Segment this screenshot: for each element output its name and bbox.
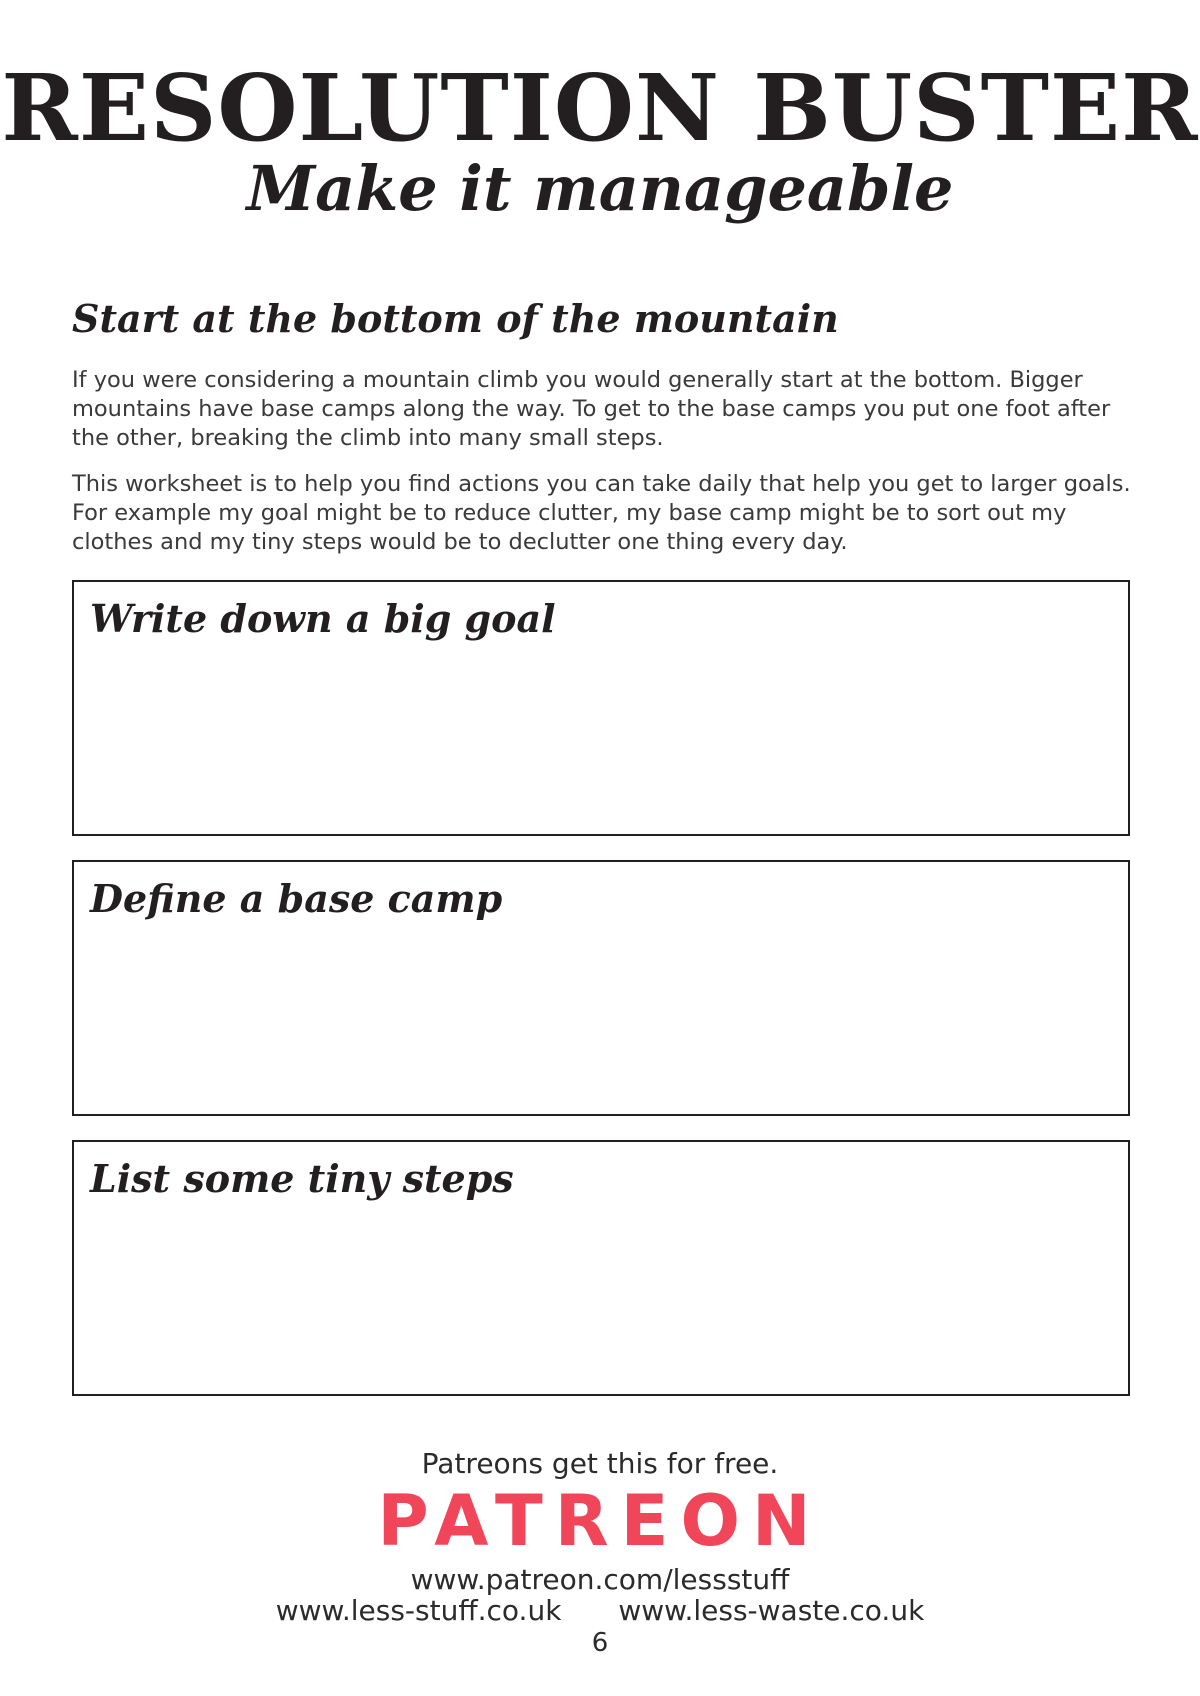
big-goal-box	[72, 580, 1130, 836]
tiny-steps-box	[72, 1140, 1130, 1396]
intro-paragraph-1: If you were considering a mountain climb you would generally start at the bottom. Bigger mountains have base camps along the way. To get to the base camps you put one foot after the other, breaking the climb into many small steps.	[72, 367, 1111, 451]
page-number: 6	[591, 1628, 609, 1658]
base-camp-writing-area[interactable]	[84, 942, 1118, 1104]
tiny-steps-label: List some tiny steps	[90, 1156, 514, 1201]
page-subtitle: Make it manageable	[246, 152, 954, 225]
patreon-url-link[interactable]: www.patreon.com/lessstuff	[410, 1563, 790, 1596]
intro-paragraph-2: This worksheet is to help you find actions you can take daily that help you get to larger goals. For example my goal might be to reduce clutter, my base camp might be to sort out my clothes and my tiny steps would be to declutter one thing every day.	[72, 471, 1131, 555]
patreon-note: Patreons get this for free.	[421, 1447, 779, 1480]
less-waste-link[interactable]: www.less-waste.co.uk	[618, 1594, 925, 1627]
patreon-logo[interactable]: PATREON	[377, 1480, 823, 1562]
less-stuff-link[interactable]: www.less-stuff.co.uk	[275, 1594, 562, 1627]
website-links	[0, 1594, 1200, 1627]
section-heading: Start at the bottom of the mountain	[72, 296, 839, 341]
big-goal-writing-area[interactable]	[84, 662, 1118, 824]
page-title: RESOLUTION BUSTER	[1, 54, 1199, 162]
big-goal-label: Write down a big goal	[90, 596, 556, 641]
base-camp-box	[72, 860, 1130, 1116]
base-camp-label: Define a base camp	[90, 876, 503, 921]
tiny-steps-writing-area[interactable]	[84, 1222, 1118, 1384]
